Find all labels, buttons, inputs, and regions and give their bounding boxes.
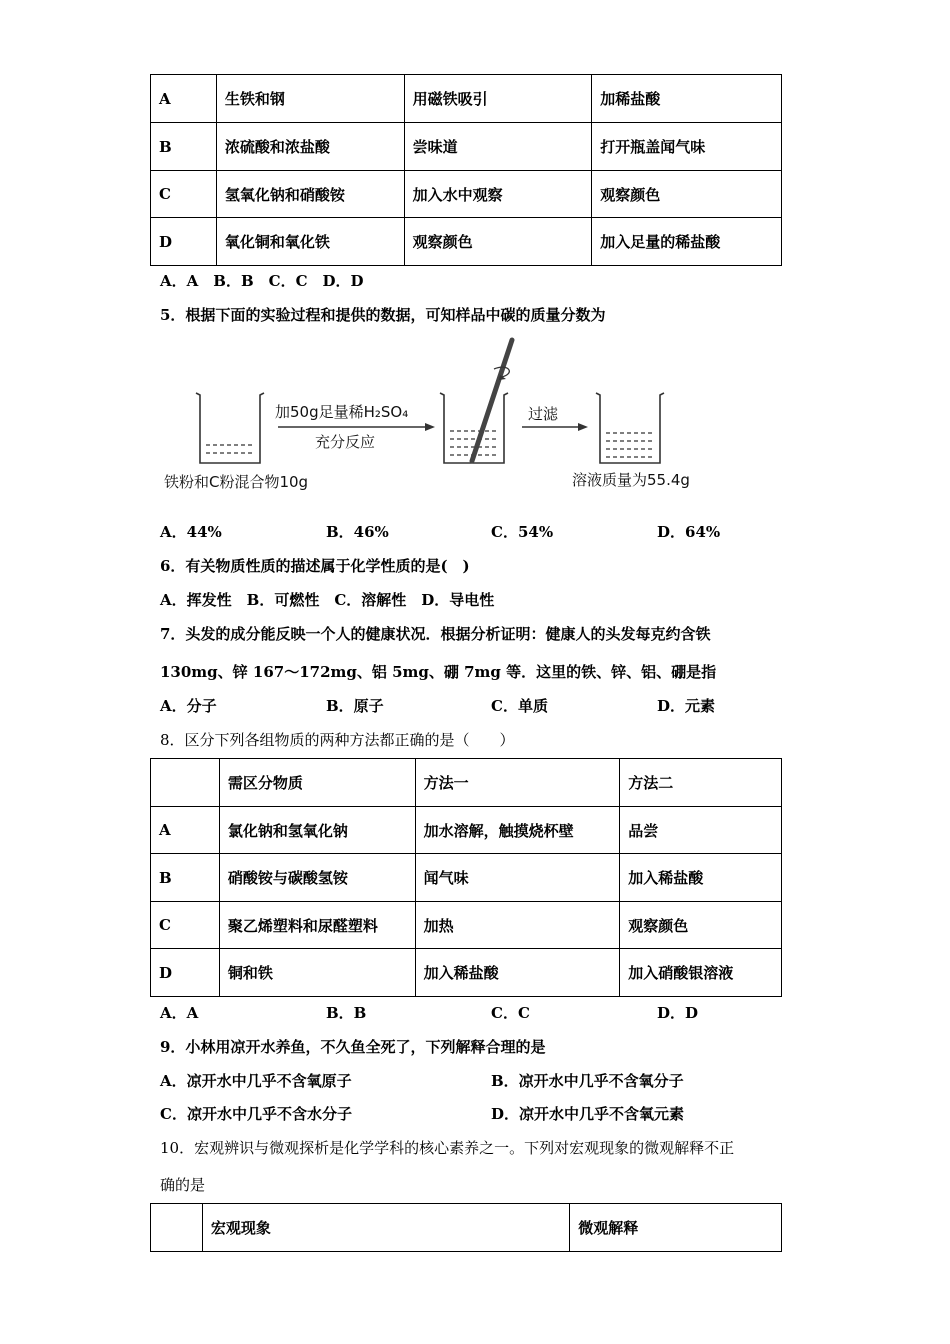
table-cell: B — [151, 123, 217, 171]
table-header-row — [151, 1204, 782, 1252]
q7-stem-line2: 130mg、锌 167～172mg、铝 5mg、硼 7mg 等．这里的铁、锌、铝、硼是指 — [160, 663, 717, 681]
q8-stem: 8．区分下列各组物质的两种方法都正确的是（ ） — [160, 731, 515, 749]
table-header-cell — [151, 1204, 203, 1252]
table-row — [151, 123, 782, 171]
q4-options: A．A B．B C．C D．D — [160, 272, 364, 290]
table-header-cell: 微观解释 — [570, 1204, 782, 1252]
table-cell: 生铁和钢 — [216, 75, 404, 123]
table-header-cell: 方法二 — [620, 759, 782, 807]
q5-option-c: C．54% — [491, 523, 554, 541]
q10-stem-line1: 10．宏观辨识与微观探析是化学学科的核心素养之一。下列对宏观现象的微观解释不正 — [160, 1139, 735, 1157]
table-cell: C — [151, 171, 217, 218]
start-label: 铁粉和C粉混合物10g — [164, 473, 309, 491]
table-cell: A — [151, 807, 220, 854]
table-cell: 加入硝酸银溶液 — [620, 949, 782, 997]
table-row — [151, 75, 782, 123]
table-cell: 尝味道 — [404, 123, 592, 171]
table-cell: 硝酸铵与碳酸氢铵 — [219, 854, 415, 902]
q5-option-a: A．44% — [160, 523, 222, 541]
table-header-cell: 宏观现象 — [202, 1204, 569, 1252]
q8-option-b: B．B — [326, 1004, 367, 1022]
q5-option-d: D．64% — [657, 523, 721, 541]
table-header-cell: 方法一 — [415, 759, 620, 807]
table-cell: 打开瓶盖闻气味 — [592, 123, 782, 171]
q7-option-c: C．单质 — [491, 697, 548, 715]
q8-option-d: D．D — [657, 1004, 699, 1022]
table-row — [151, 218, 782, 266]
table-header-cell — [151, 759, 220, 807]
table-row — [151, 807, 782, 854]
table-cell: 用磁铁吸引 — [404, 75, 592, 123]
table-cell: 氧化铜和氧化铁 — [216, 218, 404, 266]
end-label: 溶液质量为55.4g — [572, 471, 690, 489]
table-cell: D — [151, 218, 217, 266]
table-row — [151, 902, 782, 949]
table-cell: 加水溶解，触摸烧杯壁 — [415, 807, 620, 854]
arrow2-top-label: 过滤 — [528, 405, 559, 423]
table-cell: 加稀盐酸 — [592, 75, 782, 123]
q6-options: A．挥发性 B．可燃性 C．溶解性 D．导电性 — [160, 591, 495, 609]
table-cell: A — [151, 75, 217, 123]
q7-option-d: D．元素 — [657, 697, 716, 715]
q4-table — [150, 74, 782, 266]
q9-option-b: B．凉开水中几乎不含氧分子 — [491, 1072, 684, 1090]
table-cell: 铜和铁 — [219, 949, 415, 997]
table-row — [151, 171, 782, 218]
table-cell: 观察颜色 — [404, 218, 592, 266]
table-cell: 加入稀盐酸 — [620, 854, 782, 902]
table-cell: 聚乙烯塑料和尿醛塑料 — [219, 902, 415, 949]
arrow-1 — [278, 423, 435, 431]
q7-stem-line1: 7．头发的成分能反映一个人的健康状况．根据分析证明：健康人的头发每克约含铁 — [160, 625, 711, 643]
table-header-cell: 需区分物质 — [219, 759, 415, 807]
arrow-2 — [522, 423, 588, 431]
table-cell: D — [151, 949, 220, 997]
table-cell: 氯化钠和氢氧化钠 — [219, 807, 415, 854]
q5-stem: 5．根据下面的实验过程和提供的数据，可知样品中碳的质量分数为 — [160, 306, 606, 324]
q5-option-b: B．46% — [326, 523, 389, 541]
q6-stem: 6．有关物质性质的描述属于化学性质的是( ) — [160, 557, 470, 575]
table-cell: 观察颜色 — [592, 171, 782, 218]
table-cell: 浓硫酸和浓盐酸 — [216, 123, 404, 171]
beaker-3 — [596, 393, 664, 463]
arrow1-bottom-label: 充分反应 — [315, 433, 376, 451]
q8-option-a: A．A — [160, 1004, 199, 1022]
q9-stem: 9．小林用凉开水养鱼，不久鱼全死了，下列解释合理的是 — [160, 1038, 546, 1056]
q7-option-a: A．分子 — [160, 697, 217, 715]
q10-stem-line2: 确的是 — [160, 1176, 206, 1194]
q9-option-a: A．凉开水中几乎不含氧原子 — [160, 1072, 352, 1090]
arrow1-top-label: 加50g足量稀H₂SO₄ — [275, 403, 409, 421]
q9-option-c: C．凉开水中几乎不含水分子 — [160, 1105, 352, 1123]
table-row — [151, 854, 782, 902]
table-cell: 氢氧化钠和硝酸铵 — [216, 171, 404, 218]
q9-option-d: D．凉开水中几乎不含氧元素 — [491, 1105, 685, 1123]
table-cell: B — [151, 854, 220, 902]
table-cell: 加入水中观察 — [404, 171, 592, 218]
table-cell: 品尝 — [620, 807, 782, 854]
q5-experiment-diagram — [160, 335, 720, 495]
table-cell: 加热 — [415, 902, 620, 949]
q8-table — [150, 758, 782, 997]
glass-rod — [472, 340, 512, 461]
table-cell: 观察颜色 — [620, 902, 782, 949]
table-row — [151, 949, 782, 997]
table-cell: 加入足量的稀盐酸 — [592, 218, 782, 266]
q8-option-c: C．C — [491, 1004, 530, 1022]
table-cell: 加入稀盐酸 — [415, 949, 620, 997]
table-cell: 闻气味 — [415, 854, 620, 902]
table-header-row — [151, 759, 782, 807]
table-cell: C — [151, 902, 220, 949]
beaker-1 — [196, 393, 264, 463]
q7-option-b: B．原子 — [326, 697, 384, 715]
q10-table — [150, 1203, 782, 1252]
